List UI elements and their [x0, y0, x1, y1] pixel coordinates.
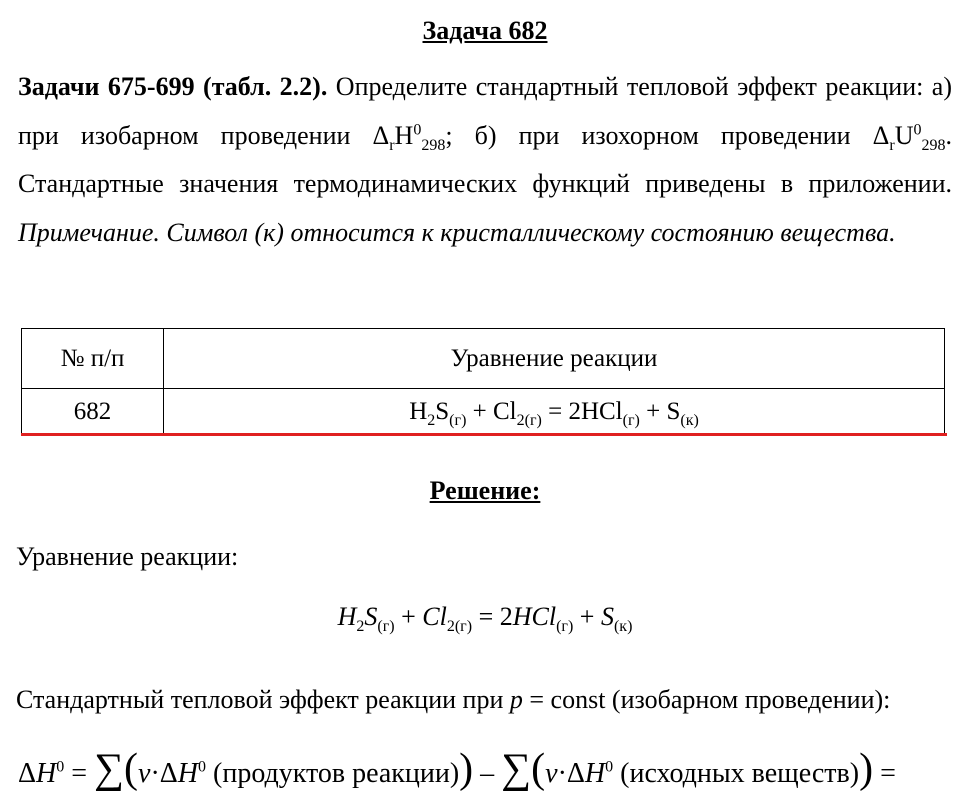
formula-part: H [337, 602, 357, 631]
task-text-part: ; б) при изохорном проведении Δ [445, 120, 890, 150]
eq-part: H [409, 398, 428, 425]
eq-part: + S [639, 398, 681, 425]
formula-part: HCl [512, 602, 557, 631]
formula-op: – [473, 758, 502, 789]
formula-part: H [36, 758, 57, 789]
formula-sub: (г) [377, 618, 395, 636]
task-note: Примечание. Символ (к) относится к кристаллическому состоянию вещества. [18, 217, 896, 247]
task-text-part: . Стандартные значения термодинамических функций приведены в приложении. [18, 120, 953, 198]
formula-sub: (г) [556, 618, 574, 636]
formula-op: = [873, 758, 896, 789]
formula-text: (продуктов реакции) [206, 758, 460, 789]
formula-op: + [394, 602, 423, 631]
text-part: = const (изобарном проведении): [522, 685, 891, 714]
nu-symbol: ν [545, 758, 558, 789]
formula-part: H [584, 758, 606, 789]
formula-sup: 0 [198, 758, 207, 776]
energy-symbol: U [894, 120, 914, 150]
subscript: r [389, 136, 395, 154]
formula-op: + [573, 602, 601, 631]
formula-op: = [64, 758, 95, 789]
paren: ( [531, 746, 546, 792]
eq-sub: (к) [680, 412, 699, 429]
pressure-symbol: p [509, 685, 523, 714]
eq-part: = 2HCl [541, 398, 623, 425]
superscript: 0 [913, 120, 922, 138]
delta-symbol: Δ [18, 758, 37, 789]
formula-text: (исходных веществ) [613, 758, 860, 789]
reaction-formula [0, 602, 970, 636]
row-equation [164, 389, 945, 436]
task-lead: Задачи 675-699 (табл. 2.2). [18, 72, 328, 101]
table-header-row [22, 329, 945, 389]
formula-part: S [600, 602, 614, 631]
eq-part: + Cl [466, 398, 517, 425]
formula-op: = 2 [472, 602, 513, 631]
formula-sup: 0 [605, 758, 614, 776]
formula-part: ·Δ [557, 758, 585, 789]
paren: ) [859, 746, 874, 792]
table-row [22, 389, 945, 436]
isobaric-text [16, 685, 890, 715]
formula-sup: 0 [56, 758, 65, 776]
formula-sub: 2 [356, 618, 365, 636]
paren: ) [459, 746, 474, 792]
formula-sub: (к) [613, 618, 633, 636]
paren: ( [124, 746, 138, 792]
formula-sub: 2(г) [446, 618, 473, 636]
col-number-header: № п/п [22, 329, 164, 389]
formula-part: Cl [422, 602, 447, 631]
reaction-table [21, 328, 945, 436]
equation-label: Уравнение реакции: [16, 542, 239, 571]
table-bottom-rule [21, 433, 947, 436]
eq-sub: (г) [622, 412, 640, 429]
eq-part: S [435, 398, 450, 425]
formula-part: ·Δ [150, 758, 178, 789]
task-text [18, 63, 952, 257]
nu-symbol: ν [138, 758, 151, 789]
eq-sub: (г) [449, 412, 467, 429]
superscript: 0 [413, 120, 422, 138]
enthalpy-symbol: H [394, 120, 414, 150]
task-title: Задача 682 [422, 16, 548, 45]
formula-part: S [364, 602, 378, 631]
eq-sub: 2 [427, 412, 436, 429]
sum-symbol: ∑ [94, 746, 124, 792]
enthalpy-formula [18, 745, 896, 793]
text-part: Стандартный тепловой эффект реакции при [16, 685, 510, 714]
subscript: 298 [421, 136, 446, 154]
formula-part: H [177, 758, 199, 789]
solution-title: Решение: [429, 476, 541, 505]
sum-symbol: ∑ [501, 746, 532, 792]
task-text-part: Определите стандартный тепловой эффект реакции: а) при изобарном проведении Δ [18, 72, 952, 150]
col-equation-header: Уравнение реакции [164, 329, 945, 389]
subscript: 298 [921, 136, 946, 154]
eq-sub: 2(г) [516, 412, 542, 429]
row-number: 682 [22, 389, 164, 436]
subscript: r [889, 136, 895, 154]
